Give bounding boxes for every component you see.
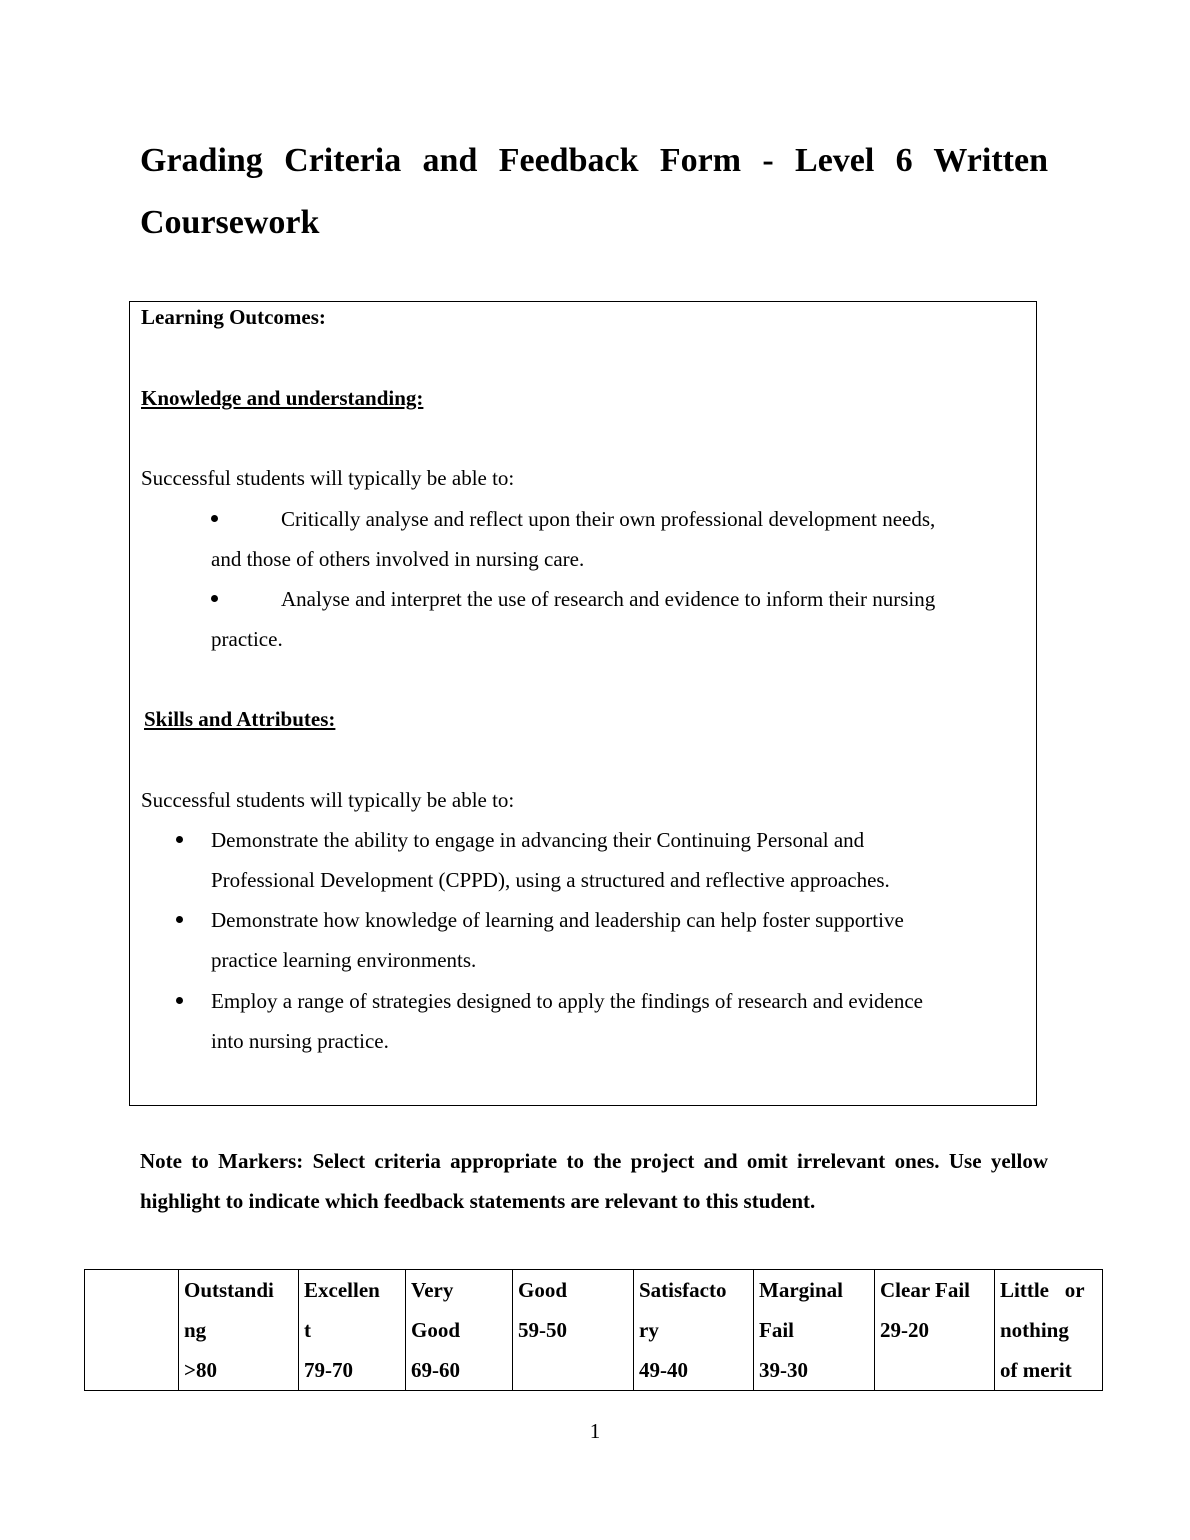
bullet-icon [211,515,218,522]
learning-outcomes-heading: Learning Outcomes: [141,305,326,329]
page-title: Grading Criteria and Feedback Form - Level 6 Written Coursework [140,142,1048,241]
skills-item-line1: Employ a range of strategies designed to apply the findings of research and evidence [211,989,924,1013]
bullet-icon [211,595,218,602]
skills-item-line2: into nursing practice. [211,1029,389,1053]
knowledge-item-line1: Analyse and interpret the use of research and evidence to inform their nursing [281,587,936,611]
skills-item-line1: Demonstrate how knowledge of learning and leadership can help foster supportive [211,908,904,932]
grade-header-little-merit: Little or nothing of merit [995,1270,1103,1391]
grade-band-table [84,1269,1103,1391]
bullet-icon [176,916,183,923]
knowledge-heading: Knowledge and understanding: [141,386,424,410]
note-to-markers: Note to Markers: Select criteria appropriate to the project and omit irrelevant ones. Use yellow highlight to indicate which feedback statements are relevant to this student. [140,1149,1048,1213]
skills-item-line2: practice learning environments. [211,948,477,972]
knowledge-item-line2: practice. [211,627,283,651]
grade-header-very-good: Very Good 69-60 [406,1270,513,1391]
skills-intro: Successful students will typically be able to: [141,788,515,812]
grade-header-clear-fail: Clear Fail 29-20 [875,1270,995,1391]
knowledge-item-line1: Critically analyse and reflect upon their own professional development needs, [281,507,936,531]
skills-item-line2: Professional Development (CPPD), using a structured and reflective approaches. [211,868,890,892]
bullet-icon [176,836,183,843]
grade-header-empty [85,1270,179,1391]
table-row [85,1270,1103,1391]
knowledge-intro: Successful students will typically be able to: [141,466,515,490]
grade-header-good: Good 59-50 [513,1270,634,1391]
grade-header-excellent: Excellen t 79-70 [299,1270,406,1391]
learning-outcomes-box [129,301,1037,1106]
skills-item-line1: Demonstrate the ability to engage in advancing their Continuing Personal and [211,828,865,852]
knowledge-item-line2: and those of others involved in nursing care. [211,547,585,571]
skills-heading: Skills and Attributes: [144,707,336,731]
grade-header-marginal-fail: Marginal Fail 39-30 [754,1270,875,1391]
page-number: 1 [589,1419,601,1443]
grade-header-satisfactory: Satisfacto ry 49-40 [634,1270,754,1391]
bullet-icon [176,997,183,1004]
grade-header-outstanding: Outstandi ng >80 [179,1270,299,1391]
